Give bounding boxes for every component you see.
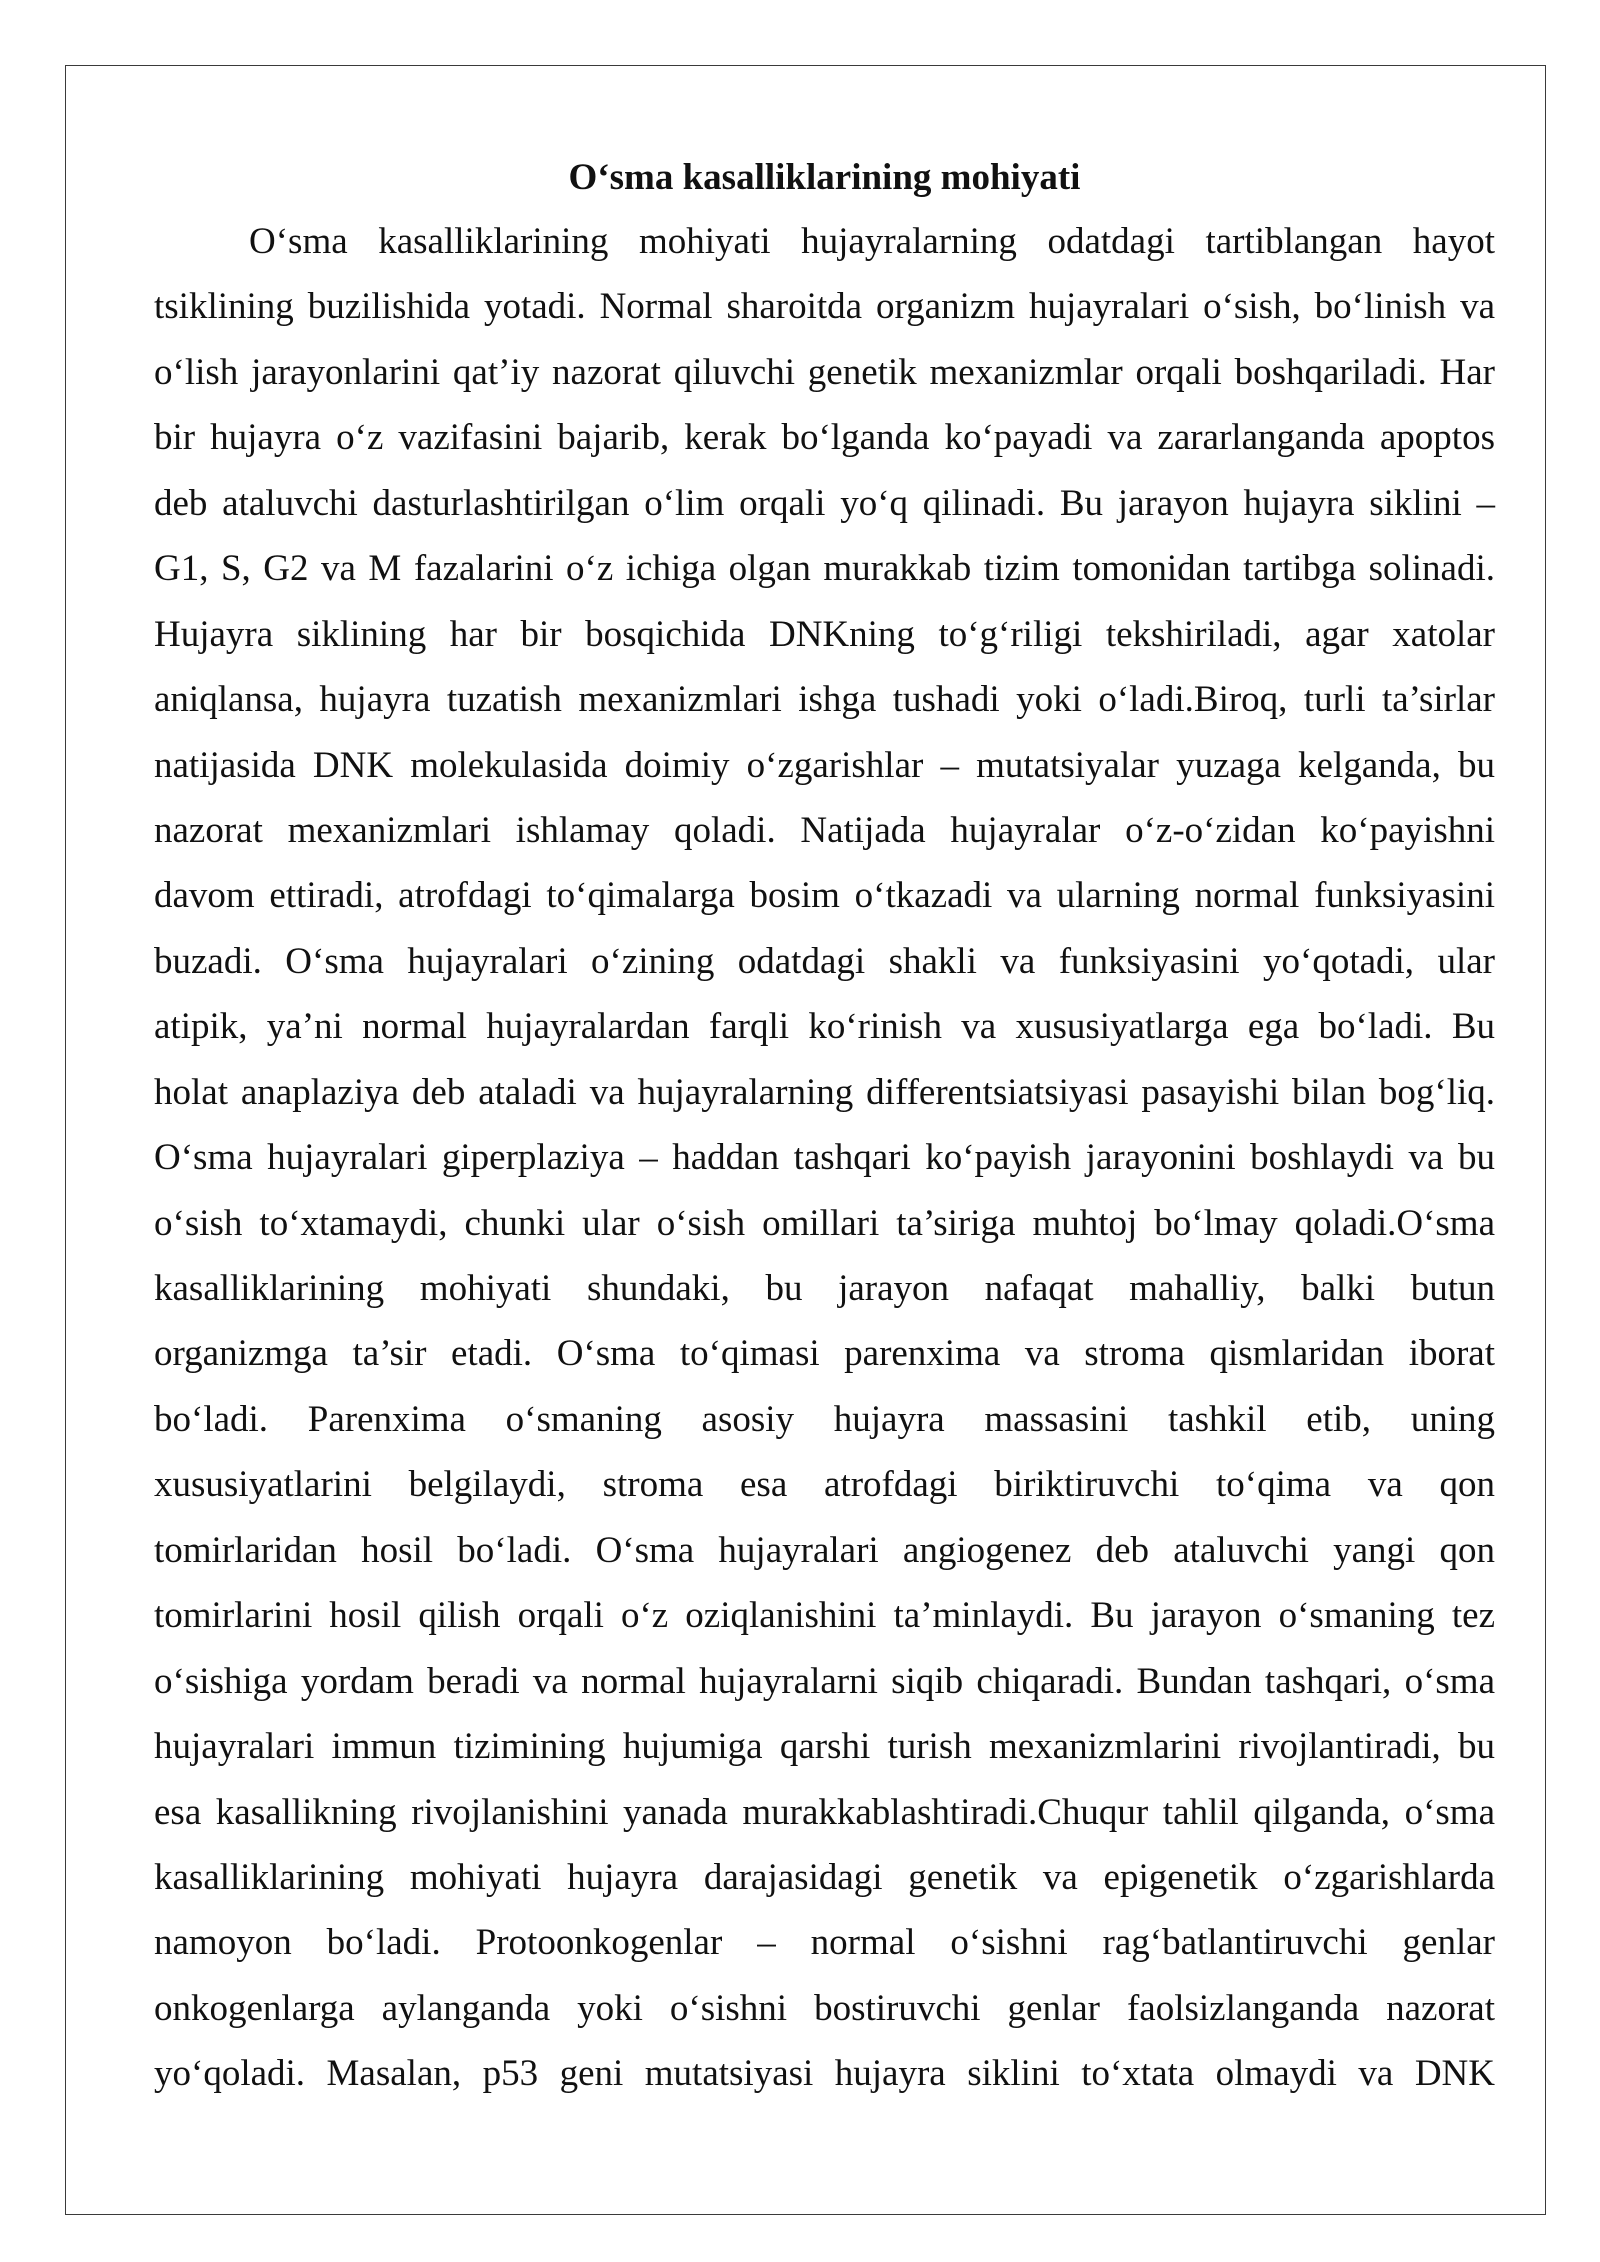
text-line: o‘sishiga yordam beradi va normal hujayralarni siqib chiqaradi. Bundan tashqari, o‘sma (154, 1660, 1495, 1702)
text-line: yo‘qoladi. Masalan, p53 geni mutatsiyasi hujayra siklini to‘xtata olmaydi va DNK (154, 2053, 1495, 2095)
text-line: deb ataluvchi dasturlashtirilgan o‘lim orqali yo‘q qilinadi. Bu jarayon hujayra siklini – (154, 482, 1495, 524)
text-line: O‘sma hujayralari giperplaziya – haddan tashqari ko‘payish jarayonini boshlaydi va bu (154, 1137, 1495, 1179)
text-line: aniqlansa, hujayra tuzatish mexanizmlari ishga tushadi yoki o‘ladi.Biroq, turli ta’sirlar (154, 679, 1495, 721)
text-line: tsiklining buzilishida yotadi. Normal sharoitda organizm hujayralari o‘sish, bo‘linish va (154, 286, 1495, 328)
text-line: xususiyatlarini belgilaydi, stroma esa atrofdagi biriktiruvchi to‘qima va qon (154, 1464, 1495, 1506)
text-line: bir hujayra o‘z vazifasini bajarib, kerak bo‘lganda ko‘payadi va zararlanganda apoptos (154, 417, 1495, 459)
text-line: tomirlaridan hosil bo‘ladi. O‘sma hujayralari angiogenez deb ataluvchi yangi qon (154, 1529, 1495, 1571)
text-line: G1, S, G2 va M fazalarini o‘z ichiga olgan murakkab tizim tomonidan tartibga solinadi. (154, 548, 1495, 590)
text-line: O‘sma kasalliklarining mohiyati hujayralarning odatdagi tartiblangan hayot (249, 221, 1495, 262)
text-line: Hujayra siklining har bir bosqichida DNKning to‘g‘riligi tekshiriladi, agar xatolar (154, 613, 1495, 655)
text-line: holat anaplaziya deb ataladi va hujayralarning differentsiatsiyasi pasayishi bilan bog‘liq. (154, 1071, 1495, 1113)
text-line: kasalliklarining mohiyati shundaki, bu jarayon nafaqat mahalliy, balki butun (154, 1268, 1495, 1309)
text-line: organizmga ta’sir etadi. O‘sma to‘qimasi parenxima va stroma qismlaridan iborat (154, 1333, 1495, 1375)
text-line: o‘lish jarayonlarini qat’iy nazorat qiluvchi genetik mexanizmlar orqali boshqariladi. Har (154, 351, 1495, 393)
text-line: kasalliklarining mohiyati hujayra darajasidagi genetik va epigenetik o‘zgarishlarda (154, 1856, 1495, 1898)
text-line: namoyon bo‘ladi. Protoonkogenlar – normal o‘sishni rag‘batlantiruvchi genlar (154, 1922, 1495, 1964)
text-line: buzadi. O‘sma hujayralari o‘zining odatdagi shakli va funksiyasini yo‘qotadi, ular (154, 940, 1495, 982)
text-line: onkogenlarga aylanganda yoki o‘sishni bostiruvchi genlar faolsizlanganda nazorat (154, 1987, 1495, 2029)
text-line: davom ettiradi, atrofdagi to‘qimalarga bosim o‘tkazadi va ularning normal funksiyasini (154, 875, 1495, 917)
text-line: hujayralari immun tizimining hujumiga qarshi turish mexanizmlarini rivojlantiradi, bu (154, 1726, 1495, 1768)
document-body (154, 209, 1495, 2107)
text-line: tomirlarini hosil qilish orqali o‘z oziqlanishini ta’minlaydi. Bu jarayon o‘smaning tez (154, 1595, 1495, 1637)
document-title: O‘sma kasalliklarining mohiyati (568, 157, 1081, 198)
text-line: natijasida DNK molekulasida doimiy o‘zgarishlar – mutatsiyalar yuzaga kelganda, bu (154, 744, 1495, 786)
text-line: esa kasallikning rivojlanishini yanada murakkablashtiradi.Chuqur tahlil qilganda, o‘sma (154, 1791, 1495, 1833)
text-line: atipik, ya’ni normal hujayralardan farqli ko‘rinish va xususiyatlarga ega bo‘ladi. Bu (154, 1006, 1495, 1048)
text-line: o‘sish to‘xtamaydi, chunki ular o‘sish omillari ta’siriga muhtoj bo‘lmay qoladi.O‘sma (154, 1202, 1495, 1244)
text-line: bo‘ladi. Parenxima o‘smaning asosiy hujayra massasini tashkil etib, uning (154, 1398, 1495, 1440)
text-line: nazorat mexanizmlari ishlamay qoladi. Natijada hujayralar o‘z-o‘zidan ko‘payishni (154, 809, 1495, 851)
